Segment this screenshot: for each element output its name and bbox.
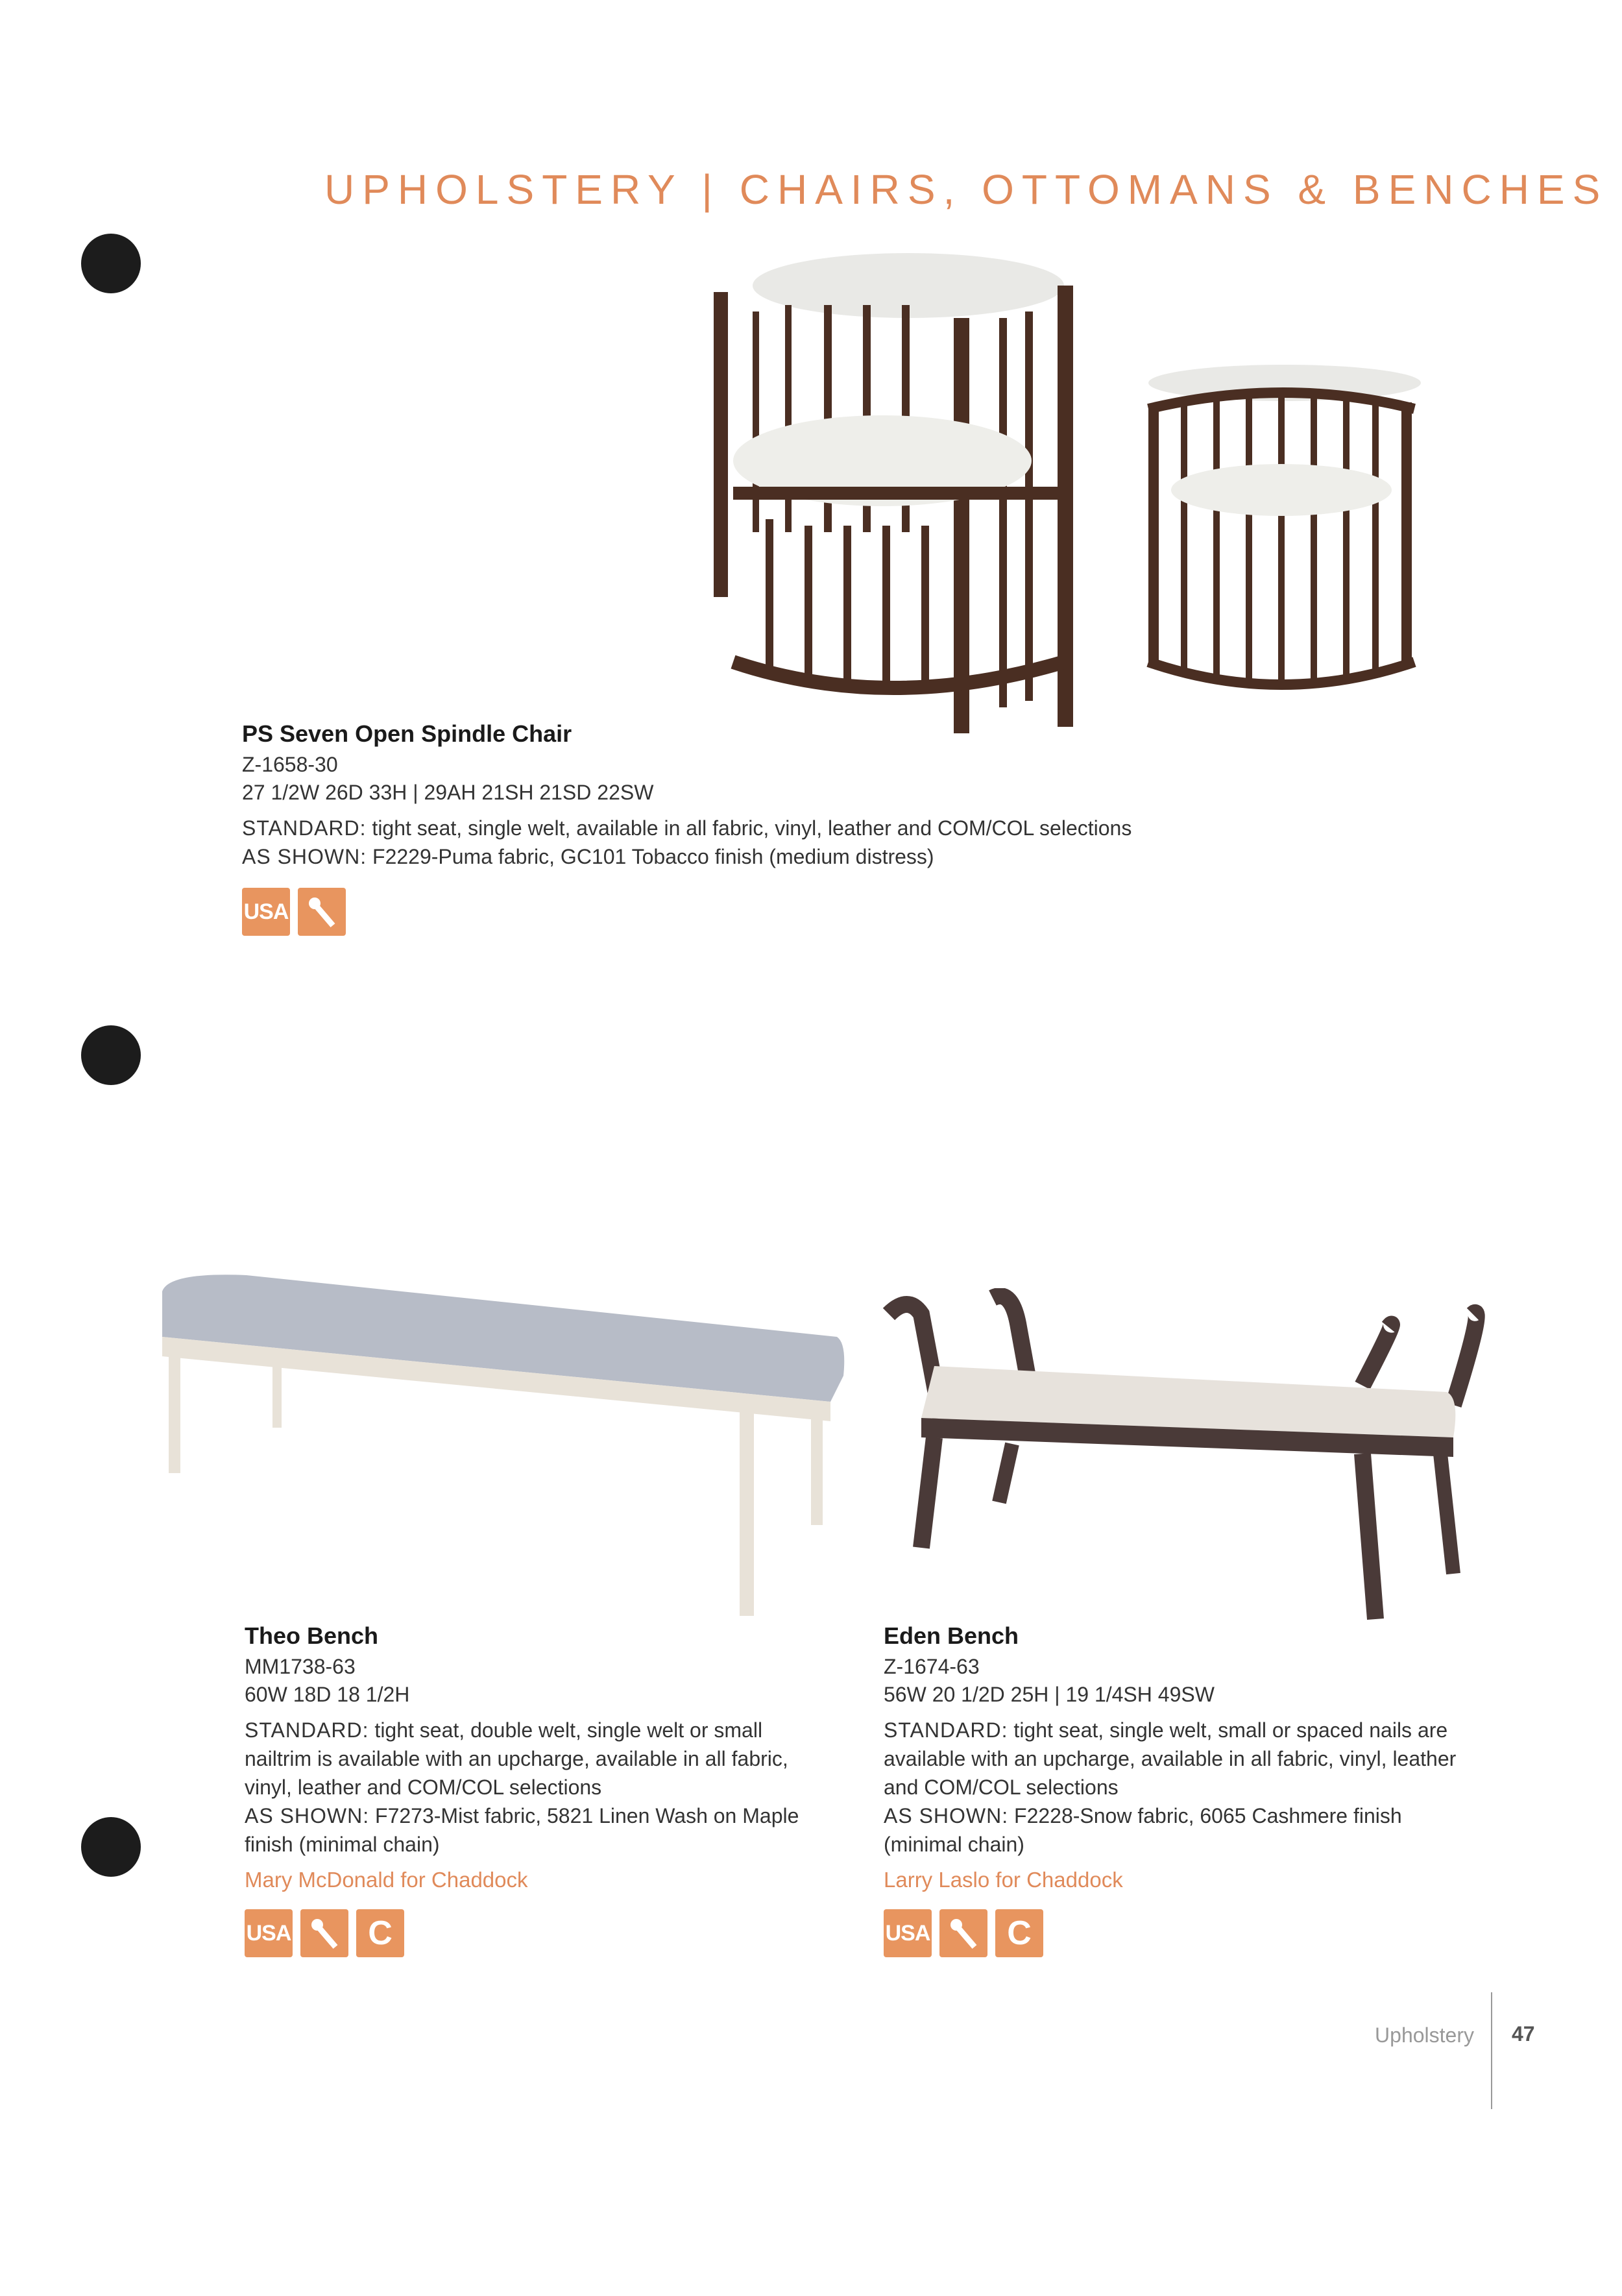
- product-dimensions: 56W 20 1/2D 25H | 19 1/4SH 49SW: [884, 1683, 1215, 1706]
- product-eden-bench: [884, 1622, 1468, 1957]
- as-shown-label: AS SHOWN:: [245, 1804, 370, 1827]
- theo-bench-image: [156, 1272, 850, 1622]
- usa-icon: USA: [245, 1909, 293, 1957]
- binder-hole: [81, 234, 141, 293]
- feature-icons: [245, 1909, 829, 1957]
- as-shown-text: F2228-Snow fabric, 6065 Cashmere finish (minimal chain): [884, 1804, 1402, 1856]
- hand-crafted-icon: [300, 1909, 348, 1957]
- binder-hole: [81, 1817, 141, 1877]
- footer-divider: [1491, 1992, 1492, 2109]
- standard-label: STANDARD:: [245, 1718, 369, 1742]
- product-sku: Z-1658-30: [242, 753, 338, 776]
- standard-label: STANDARD:: [884, 1718, 1008, 1742]
- usa-icon: USA: [242, 888, 290, 936]
- standard-text: tight seat, single welt, small or spaced nails are available with an upcharge, available in all fabric, vinyl, leather and COM/COL selections: [884, 1718, 1457, 1799]
- as-shown-label: AS SHOWN:: [242, 845, 367, 868]
- product-name: Eden Bench: [884, 1622, 1019, 1649]
- product-name: PS Seven Open Spindle Chair: [242, 720, 572, 747]
- product-sku: MM1738-63: [245, 1655, 356, 1678]
- spindle-chair-back-image: [1129, 363, 1434, 701]
- product-specs: [242, 814, 1215, 871]
- product-specs: [884, 1716, 1468, 1859]
- usa-icon: USA: [884, 1909, 932, 1957]
- product-sku: Z-1674-63: [884, 1655, 980, 1678]
- product-specs: [245, 1716, 829, 1859]
- product-dimensions: 27 1/2W 26D 33H | 29AH 21SH 21SD 22SW: [242, 781, 654, 804]
- spindle-chair-front-image: [675, 247, 1103, 746]
- feature-icons: [242, 888, 1215, 936]
- hand-crafted-icon: [939, 1909, 987, 1957]
- as-shown-text: F2229-Puma fabric, GC101 Tobacco finish (medium distress): [367, 845, 934, 868]
- standard-label: STANDARD:: [242, 816, 367, 840]
- product-dimensions: 60W 18D 18 1/2H: [245, 1683, 410, 1706]
- c-icon: C: [356, 1909, 404, 1957]
- page-number: 47: [1512, 2022, 1535, 2046]
- designer-credit: Larry Laslo for Chaddock: [884, 1868, 1123, 1892]
- hand-crafted-icon: [298, 888, 346, 936]
- product-name: Theo Bench: [245, 1622, 379, 1649]
- designer-credit: Mary McDonald for Chaddock: [245, 1868, 528, 1892]
- eden-bench-image: [882, 1288, 1486, 1626]
- page-title: UPHOLSTERY | CHAIRS, OTTOMANS & BENCHES: [324, 165, 1608, 213]
- product-spindle-chair: [242, 720, 1215, 936]
- product-theo-bench: [245, 1622, 829, 1957]
- standard-text: tight seat, single welt, available in all fabric, vinyl, leather and COM/COL selections: [366, 816, 1132, 840]
- binder-hole: [81, 1025, 141, 1085]
- c-icon: C: [995, 1909, 1043, 1957]
- as-shown-label: AS SHOWN:: [884, 1804, 1009, 1827]
- standard-text: tight seat, double welt, single welt or small nailtrim is available with an upcharge, available in all fabric, vinyl, leather and COM/COL selections: [245, 1718, 788, 1799]
- as-shown-text: F7273-Mist fabric, 5821 Linen Wash on Maple finish (minimal chain): [245, 1804, 799, 1856]
- footer-section-label: Upholstery: [1375, 2023, 1474, 2047]
- feature-icons: [884, 1909, 1468, 1957]
